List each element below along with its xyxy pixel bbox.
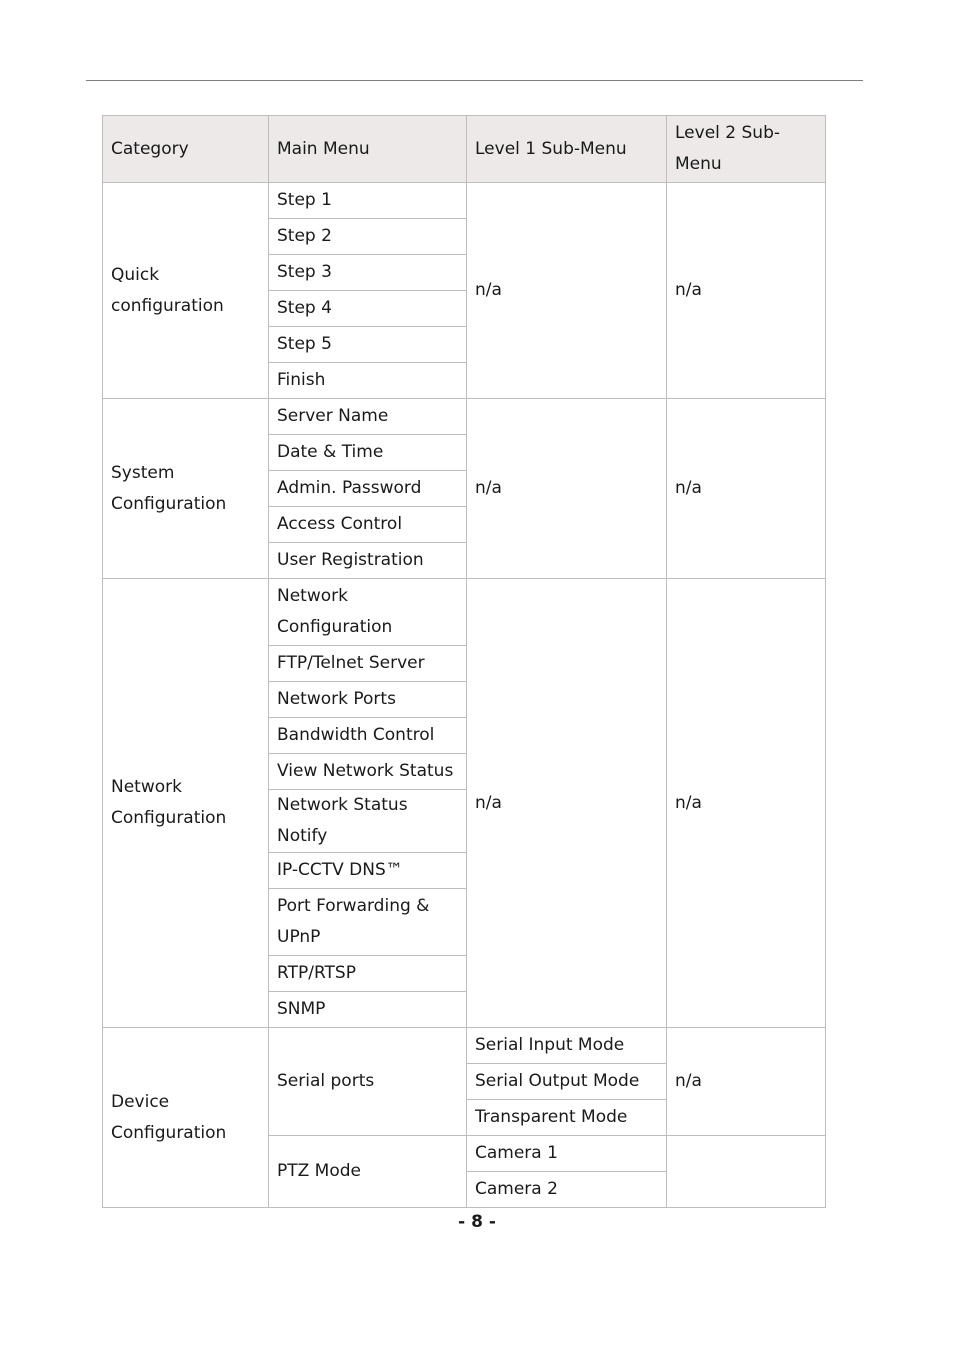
- main-menu-cell: Network Status Notify: [269, 790, 467, 853]
- main-menu-cell: Port Forwarding & UPnP: [269, 889, 467, 956]
- main-menu-cell: SNMP: [269, 992, 467, 1028]
- header-category: Category: [103, 116, 269, 183]
- main-menu-cell: Network Ports: [269, 682, 467, 718]
- main-menu-cell: Network Configuration: [269, 579, 467, 646]
- main-menu-cell: Step 3: [269, 255, 467, 291]
- level2-cell: n/a: [667, 183, 826, 399]
- main-menu-cell: Bandwidth Control: [269, 718, 467, 754]
- level1-cell: n/a: [467, 579, 667, 1028]
- level2-cell: n/a: [667, 579, 826, 1028]
- table-row: [103, 183, 826, 219]
- main-menu-cell: Step 4: [269, 291, 467, 327]
- header-level2-sub-menu: Level 2 Sub-Menu: [667, 116, 826, 183]
- main-menu-cell: PTZ Mode: [269, 1136, 467, 1208]
- category-cell: System Configuration: [103, 399, 269, 579]
- level1-cell: Transparent Mode: [467, 1100, 667, 1136]
- category-cell: Device Configuration: [103, 1028, 269, 1208]
- main-menu-cell: Finish: [269, 363, 467, 399]
- main-menu-cell: Server Name: [269, 399, 467, 435]
- table-row: [103, 579, 826, 646]
- category-cell: Network Configuration: [103, 579, 269, 1028]
- level2-cell: n/a: [667, 399, 826, 579]
- header-main-menu: Main Menu: [269, 116, 467, 183]
- main-menu-cell: Step 5: [269, 327, 467, 363]
- main-menu-cell: User Registration: [269, 543, 467, 579]
- level1-cell: Serial Output Mode: [467, 1064, 667, 1100]
- main-menu-cell: Access Control: [269, 507, 467, 543]
- level1-cell: Serial Input Mode: [467, 1028, 667, 1064]
- main-menu-cell: Step 1: [269, 183, 467, 219]
- level2-cell: n/a: [667, 1028, 826, 1136]
- main-menu-cell: Serial ports: [269, 1028, 467, 1136]
- main-menu-cell: RTP/RTSP: [269, 956, 467, 992]
- level1-cell: n/a: [467, 183, 667, 399]
- level1-cell: Camera 1: [467, 1136, 667, 1172]
- main-menu-cell: View Network Status: [269, 754, 467, 790]
- main-menu-cell: Admin. Password: [269, 471, 467, 507]
- table-header-row: [103, 116, 826, 183]
- table-row: [103, 399, 826, 435]
- header-level1-sub-menu: Level 1 Sub-Menu: [467, 116, 667, 183]
- main-menu-cell: Step 2: [269, 219, 467, 255]
- header-rule: [86, 80, 863, 81]
- level1-cell: n/a: [467, 399, 667, 579]
- level2-cell: [667, 1136, 826, 1208]
- main-menu-cell: FTP/Telnet Server: [269, 646, 467, 682]
- level1-cell: Camera 2: [467, 1172, 667, 1208]
- table-row: [103, 1028, 826, 1064]
- main-menu-cell: Date & Time: [269, 435, 467, 471]
- page-number: - 8 -: [458, 1212, 496, 1232]
- category-cell: Quick configuration: [103, 183, 269, 399]
- menu-structure-table: [102, 115, 826, 1208]
- main-menu-cell: IP-CCTV DNS™: [269, 853, 467, 889]
